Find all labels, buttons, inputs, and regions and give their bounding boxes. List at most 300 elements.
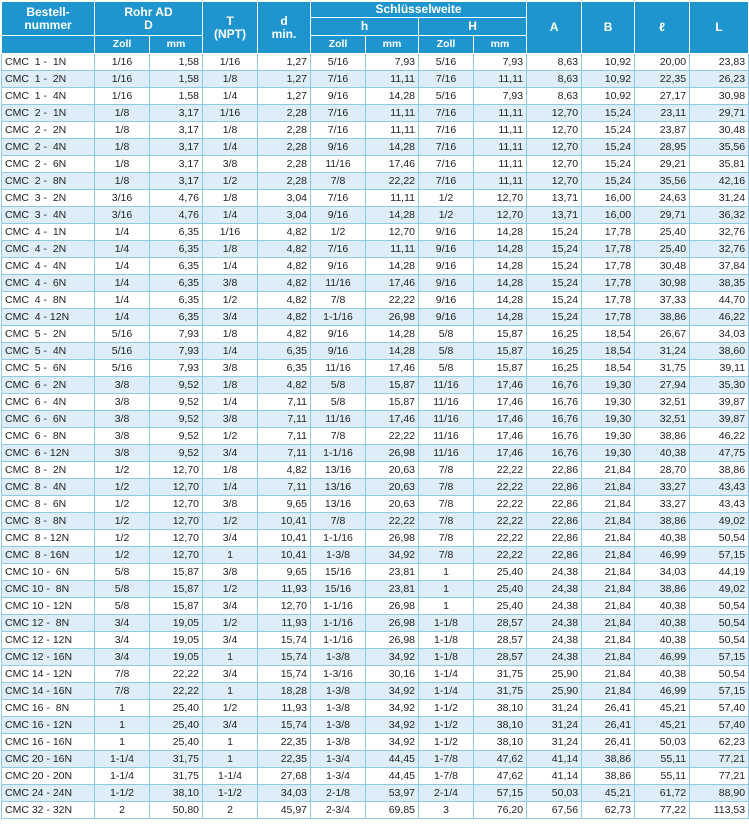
cell-t-npt: 1/4 [203, 207, 258, 224]
cell-t-npt: 1/4 [203, 394, 258, 411]
cell-b: 19,30 [582, 377, 635, 394]
cell-d-min: 1,27 [258, 54, 311, 71]
cell-b: 21,84 [582, 632, 635, 649]
cell-l: 49,02 [690, 513, 749, 530]
header-schluesselweite: Schlüsselweite [311, 2, 527, 18]
cell-rohr-mm: 3,17 [150, 173, 203, 190]
cell-rohr-mm: 12,70 [150, 462, 203, 479]
cell-h-mm: 17,46 [366, 156, 419, 173]
table-row [2, 785, 749, 802]
cell-d-min: 2,28 [258, 173, 311, 190]
cell-H-mm: 11,11 [474, 105, 527, 122]
cell-l-small: 30,98 [635, 275, 690, 292]
cell-h-mm: 14,28 [366, 343, 419, 360]
header-a: A [527, 2, 582, 54]
cell-t-npt: 1/4 [203, 343, 258, 360]
cell-H-mm: 38,10 [474, 700, 527, 717]
header-bestellnummer: Bestell- nummer [2, 2, 95, 36]
cell-a: 16,76 [527, 445, 582, 462]
cell-t-npt: 3/4 [203, 717, 258, 734]
cell-h-mm: 17,46 [366, 411, 419, 428]
cell-h-mm: 12,70 [366, 224, 419, 241]
cell-order-number: CMC 4 - 2N [2, 241, 95, 258]
cell-H-zoll: 7/8 [419, 513, 474, 530]
table-row [2, 190, 749, 207]
cell-t-npt: 1/2 [203, 173, 258, 190]
cell-H-mm: 14,28 [474, 224, 527, 241]
cell-rohr-zoll: 1/16 [95, 54, 150, 71]
cell-h-mm: 26,98 [366, 598, 419, 615]
cell-H-zoll: 7/8 [419, 530, 474, 547]
cell-order-number: CMC 6 - 6N [2, 411, 95, 428]
cell-a: 15,24 [527, 224, 582, 241]
cell-order-number: CMC 6 - 2N [2, 377, 95, 394]
cell-h-zoll: 1-1/16 [311, 615, 366, 632]
cell-d-min: 15,74 [258, 666, 311, 683]
cell-l: 35,81 [690, 156, 749, 173]
cell-h-zoll: 1-1/16 [311, 309, 366, 326]
cell-l-small: 40,38 [635, 445, 690, 462]
cell-H-zoll: 7/16 [419, 105, 474, 122]
cell-rohr-zoll: 1-1/4 [95, 768, 150, 785]
cell-b: 21,84 [582, 462, 635, 479]
cell-h-mm: 69,85 [366, 802, 419, 819]
cell-H-zoll: 1-1/8 [419, 615, 474, 632]
header-bestell-spacer [2, 36, 95, 54]
cell-b: 26,41 [582, 717, 635, 734]
cell-rohr-mm: 9,52 [150, 394, 203, 411]
cell-rohr-zoll: 1/4 [95, 258, 150, 275]
table-row [2, 105, 749, 122]
cell-l: 36,32 [690, 207, 749, 224]
cell-h-mm: 26,98 [366, 530, 419, 547]
cell-order-number: CMC 2 - 2N [2, 122, 95, 139]
cell-l: 43,43 [690, 479, 749, 496]
table-row [2, 751, 749, 768]
cell-d-min: 4,82 [258, 275, 311, 292]
cell-h-zoll: 15/16 [311, 564, 366, 581]
cell-rohr-zoll: 1 [95, 734, 150, 751]
cell-b: 15,24 [582, 122, 635, 139]
cell-h-mm: 26,98 [366, 445, 419, 462]
cell-H-mm: 11,11 [474, 122, 527, 139]
header-rohr-mm: mm [150, 36, 203, 54]
cell-a: 15,24 [527, 275, 582, 292]
table-row [2, 88, 749, 105]
cell-order-number: CMC 16 - 16N [2, 734, 95, 751]
cell-rohr-zoll: 1/8 [95, 122, 150, 139]
cell-h-zoll: 1-3/16 [311, 666, 366, 683]
cell-a: 8,63 [527, 88, 582, 105]
cell-h-zoll: 5/8 [311, 377, 366, 394]
cell-l-small: 28,95 [635, 139, 690, 156]
table-row [2, 241, 749, 258]
cell-t-npt: 1/2 [203, 428, 258, 445]
cell-order-number: CMC 4 - 8N [2, 292, 95, 309]
cell-rohr-zoll: 5/16 [95, 343, 150, 360]
cell-l-small: 38,86 [635, 581, 690, 598]
cell-rohr-zoll: 1/2 [95, 462, 150, 479]
cell-d-min: 12,70 [258, 598, 311, 615]
cell-l: 38,60 [690, 343, 749, 360]
cell-a: 8,63 [527, 71, 582, 88]
cell-H-zoll: 7/8 [419, 479, 474, 496]
cell-b: 18,54 [582, 360, 635, 377]
cell-t-npt: 1/2 [203, 615, 258, 632]
cell-h-zoll: 9/16 [311, 207, 366, 224]
cell-l-small: 38,86 [635, 309, 690, 326]
cell-a: 25,90 [527, 683, 582, 700]
table-row [2, 445, 749, 462]
cell-order-number: CMC 3 - 2N [2, 190, 95, 207]
cell-b: 17,78 [582, 292, 635, 309]
cell-rohr-mm: 22,22 [150, 666, 203, 683]
cell-h-zoll: 1-1/16 [311, 632, 366, 649]
table-row [2, 139, 749, 156]
cell-a: 15,24 [527, 292, 582, 309]
cell-rohr-mm: 12,70 [150, 496, 203, 513]
cell-h-zoll: 1-3/4 [311, 768, 366, 785]
cell-H-mm: 22,22 [474, 479, 527, 496]
cell-H-zoll: 7/16 [419, 71, 474, 88]
cell-h-zoll: 2-3/4 [311, 802, 366, 819]
cell-h-mm: 22,22 [366, 428, 419, 445]
cell-b: 62,73 [582, 802, 635, 819]
cell-h-mm: 14,28 [366, 88, 419, 105]
cell-a: 12,70 [527, 105, 582, 122]
cell-l: 57,40 [690, 700, 749, 717]
cell-t-npt: 3/8 [203, 564, 258, 581]
table-row [2, 377, 749, 394]
header-l: L [690, 2, 749, 54]
cell-l: 30,98 [690, 88, 749, 105]
table-row [2, 275, 749, 292]
cell-l-small: 35,56 [635, 173, 690, 190]
cell-H-mm: 14,28 [474, 309, 527, 326]
table-row [2, 649, 749, 666]
cell-H-zoll: 1-7/8 [419, 751, 474, 768]
cell-H-mm: 17,46 [474, 428, 527, 445]
cell-l: 30,48 [690, 122, 749, 139]
cell-d-min: 4,82 [258, 309, 311, 326]
table-row [2, 564, 749, 581]
cell-order-number: CMC 1 - 2N [2, 71, 95, 88]
cell-l-small: 23,11 [635, 105, 690, 122]
cell-order-number: CMC 2 - 6N [2, 156, 95, 173]
cell-d-min: 2,28 [258, 105, 311, 122]
cell-rohr-mm: 50,80 [150, 802, 203, 819]
cell-order-number: CMC 14 - 16N [2, 683, 95, 700]
cell-d-min: 9,65 [258, 496, 311, 513]
cell-h-mm: 11,11 [366, 105, 419, 122]
cell-b: 21,84 [582, 513, 635, 530]
cell-d-min: 11,93 [258, 615, 311, 632]
cell-rohr-mm: 25,40 [150, 717, 203, 734]
header-h-mm: mm [366, 36, 419, 54]
cell-a: 8,63 [527, 54, 582, 71]
cell-l-small: 46,99 [635, 547, 690, 564]
cell-order-number: CMC 3 - 4N [2, 207, 95, 224]
cell-rohr-mm: 25,40 [150, 700, 203, 717]
cell-t-npt: 1 [203, 683, 258, 700]
cell-H-mm: 31,75 [474, 666, 527, 683]
cell-order-number: CMC 8 - 6N [2, 496, 95, 513]
cell-rohr-zoll: 1/8 [95, 173, 150, 190]
cell-b: 10,92 [582, 54, 635, 71]
cell-order-number: CMC 6 - 12N [2, 445, 95, 462]
cell-t-npt: 1/2 [203, 292, 258, 309]
cell-l-small: 40,38 [635, 598, 690, 615]
cell-order-number: CMC 4 - 6N [2, 275, 95, 292]
cell-h-zoll: 2-1/8 [311, 785, 366, 802]
cell-h-zoll: 5/16 [311, 54, 366, 71]
table-row [2, 173, 749, 190]
cell-H-zoll: 1/2 [419, 190, 474, 207]
cell-h-zoll: 15/16 [311, 581, 366, 598]
cell-d-min: 9,65 [258, 564, 311, 581]
cell-H-mm: 47,62 [474, 751, 527, 768]
table-row [2, 598, 749, 615]
cell-b: 19,30 [582, 394, 635, 411]
cell-order-number: CMC 8 - 2N [2, 462, 95, 479]
cell-h-zoll: 7/16 [311, 122, 366, 139]
cell-order-number: CMC 2 - 1N [2, 105, 95, 122]
cell-l-small: 45,21 [635, 717, 690, 734]
cell-l-small: 22,35 [635, 71, 690, 88]
cell-rohr-mm: 38,10 [150, 785, 203, 802]
cell-h-mm: 15,87 [366, 377, 419, 394]
cell-h-mm: 34,92 [366, 649, 419, 666]
cell-H-zoll: 11/16 [419, 377, 474, 394]
cell-rohr-mm: 1,58 [150, 54, 203, 71]
cell-a: 31,24 [527, 700, 582, 717]
cell-rohr-zoll: 1/4 [95, 275, 150, 292]
cell-h-mm: 22,22 [366, 292, 419, 309]
table-row [2, 394, 749, 411]
cell-H-zoll: 7/16 [419, 139, 474, 156]
cell-rohr-zoll: 5/8 [95, 581, 150, 598]
cell-order-number: CMC 6 - 8N [2, 428, 95, 445]
cell-d-min: 2,28 [258, 156, 311, 173]
cell-h-zoll: 1/2 [311, 224, 366, 241]
cell-H-mm: 17,46 [474, 411, 527, 428]
table-row [2, 71, 749, 88]
cell-rohr-zoll: 3/16 [95, 207, 150, 224]
cell-l-small: 32,51 [635, 394, 690, 411]
cell-b: 21,84 [582, 564, 635, 581]
cell-order-number: CMC 10 - 6N [2, 564, 95, 581]
cell-rohr-mm: 1,58 [150, 71, 203, 88]
cell-l-small: 30,48 [635, 258, 690, 275]
cell-order-number: CMC 24 - 24N [2, 785, 95, 802]
cell-rohr-mm: 6,35 [150, 258, 203, 275]
cell-h-zoll: 11/16 [311, 360, 366, 377]
cell-t-npt: 3/4 [203, 598, 258, 615]
cell-l-small: 20,00 [635, 54, 690, 71]
cell-a: 16,76 [527, 411, 582, 428]
cell-h-zoll: 7/16 [311, 105, 366, 122]
cell-rohr-mm: 9,52 [150, 445, 203, 462]
cell-order-number: CMC 12 - 12N [2, 632, 95, 649]
cell-h-mm: 34,92 [366, 717, 419, 734]
cell-t-npt: 1/8 [203, 190, 258, 207]
cell-d-min: 4,82 [258, 224, 311, 241]
cell-l: 77,21 [690, 751, 749, 768]
table-row [2, 802, 749, 819]
cell-rohr-mm: 15,87 [150, 564, 203, 581]
cell-H-mm: 14,28 [474, 258, 527, 275]
cell-l: 50,54 [690, 598, 749, 615]
cell-h-zoll: 7/8 [311, 513, 366, 530]
cell-order-number: CMC 6 - 4N [2, 394, 95, 411]
cell-a: 22,86 [527, 530, 582, 547]
cell-t-npt: 3/4 [203, 666, 258, 683]
cell-rohr-mm: 19,05 [150, 615, 203, 632]
cell-a: 24,38 [527, 598, 582, 615]
cell-H-mm: 22,22 [474, 530, 527, 547]
cell-order-number: CMC 8 - 8N [2, 513, 95, 530]
cell-order-number: CMC 5 - 4N [2, 343, 95, 360]
cell-a: 24,38 [527, 632, 582, 649]
cell-rohr-zoll: 3/4 [95, 649, 150, 666]
cell-l: 46,22 [690, 428, 749, 445]
cell-d-min: 4,82 [258, 326, 311, 343]
cell-b: 21,84 [582, 598, 635, 615]
cell-b: 26,41 [582, 700, 635, 717]
cell-H-zoll: 1-1/4 [419, 666, 474, 683]
header-H-mm: mm [474, 36, 527, 54]
cell-t-npt: 1/8 [203, 122, 258, 139]
header-rohr-ad: Rohr AD D [95, 2, 203, 36]
cell-H-zoll: 11/16 [419, 394, 474, 411]
cell-h-mm: 14,28 [366, 139, 419, 156]
cell-l: 57,40 [690, 717, 749, 734]
cell-order-number: CMC 8 - 16N [2, 547, 95, 564]
cell-order-number: CMC 8 - 4N [2, 479, 95, 496]
cell-H-mm: 12,70 [474, 190, 527, 207]
cell-H-mm: 17,46 [474, 445, 527, 462]
cell-h-zoll: 7/8 [311, 292, 366, 309]
table-row [2, 666, 749, 683]
cell-a: 22,86 [527, 479, 582, 496]
cell-H-zoll: 7/8 [419, 547, 474, 564]
table-row [2, 54, 749, 71]
cell-h-mm: 20,63 [366, 462, 419, 479]
cell-d-min: 27,68 [258, 768, 311, 785]
cell-rohr-mm: 6,35 [150, 275, 203, 292]
cell-H-zoll: 5/8 [419, 343, 474, 360]
cell-h-mm: 34,92 [366, 547, 419, 564]
cell-H-mm: 11,11 [474, 71, 527, 88]
cell-H-zoll: 9/16 [419, 224, 474, 241]
cell-t-npt: 3/4 [203, 530, 258, 547]
cell-rohr-zoll: 5/16 [95, 360, 150, 377]
cell-rohr-zoll: 1/4 [95, 292, 150, 309]
table-header [2, 2, 749, 54]
cell-t-npt: 1/2 [203, 513, 258, 530]
cell-a: 24,38 [527, 615, 582, 632]
cell-rohr-mm: 19,05 [150, 649, 203, 666]
cell-order-number: CMC 20 - 16N [2, 751, 95, 768]
cell-h-mm: 26,98 [366, 615, 419, 632]
cell-d-min: 4,82 [258, 292, 311, 309]
cell-a: 16,76 [527, 394, 582, 411]
cell-d-min: 15,74 [258, 717, 311, 734]
cell-H-zoll: 1/2 [419, 207, 474, 224]
header-h: h [311, 18, 419, 36]
table-row [2, 309, 749, 326]
cell-l: 32,76 [690, 224, 749, 241]
cell-rohr-zoll: 3/16 [95, 190, 150, 207]
cell-a: 12,70 [527, 156, 582, 173]
cell-h-zoll: 1-3/8 [311, 700, 366, 717]
cell-t-npt: 2 [203, 802, 258, 819]
cell-b: 15,24 [582, 156, 635, 173]
cell-h-mm: 17,46 [366, 275, 419, 292]
header-b: B [582, 2, 635, 54]
cell-rohr-mm: 3,17 [150, 139, 203, 156]
table-row [2, 462, 749, 479]
cell-h-zoll: 11/16 [311, 156, 366, 173]
cell-b: 21,84 [582, 615, 635, 632]
cell-d-min: 1,27 [258, 71, 311, 88]
cell-d-min: 22,35 [258, 751, 311, 768]
cell-h-mm: 20,63 [366, 479, 419, 496]
cell-b: 21,84 [582, 530, 635, 547]
cell-l: 32,76 [690, 241, 749, 258]
cell-l-small: 50,03 [635, 734, 690, 751]
cell-h-zoll: 7/8 [311, 428, 366, 445]
cell-H-zoll: 9/16 [419, 258, 474, 275]
cell-t-npt: 3/8 [203, 156, 258, 173]
cell-b: 15,24 [582, 139, 635, 156]
cell-rohr-zoll: 1/2 [95, 547, 150, 564]
cell-b: 17,78 [582, 258, 635, 275]
cell-b: 18,54 [582, 326, 635, 343]
cell-l-small: 25,40 [635, 241, 690, 258]
cell-l: 77,21 [690, 768, 749, 785]
cell-t-npt: 1/4 [203, 139, 258, 156]
cell-l-small: 24,63 [635, 190, 690, 207]
cell-l: 34,03 [690, 326, 749, 343]
cell-rohr-zoll: 1/4 [95, 241, 150, 258]
cell-rohr-zoll: 2 [95, 802, 150, 819]
cell-H-mm: 22,22 [474, 547, 527, 564]
header-H-zoll: Zoll [419, 36, 474, 54]
table-row [2, 411, 749, 428]
cell-l-small: 46,99 [635, 683, 690, 700]
cell-h-mm: 26,98 [366, 309, 419, 326]
cell-h-zoll: 1-3/8 [311, 547, 366, 564]
cell-d-min: 7,11 [258, 428, 311, 445]
cell-d-min: 4,82 [258, 462, 311, 479]
cell-h-zoll: 1-1/16 [311, 598, 366, 615]
cell-rohr-mm: 31,75 [150, 768, 203, 785]
cell-H-zoll: 1 [419, 581, 474, 598]
cell-a: 15,24 [527, 241, 582, 258]
cell-d-min: 18,28 [258, 683, 311, 700]
cell-t-npt: 3/8 [203, 360, 258, 377]
cell-h-zoll: 5/8 [311, 394, 366, 411]
cell-l-small: 28,70 [635, 462, 690, 479]
cell-rohr-mm: 4,76 [150, 190, 203, 207]
cell-d-min: 6,35 [258, 343, 311, 360]
cell-a: 31,24 [527, 734, 582, 751]
cell-t-npt: 3/8 [203, 275, 258, 292]
cell-h-zoll: 1-3/8 [311, 717, 366, 734]
cell-a: 16,25 [527, 326, 582, 343]
cell-l-small: 37,33 [635, 292, 690, 309]
